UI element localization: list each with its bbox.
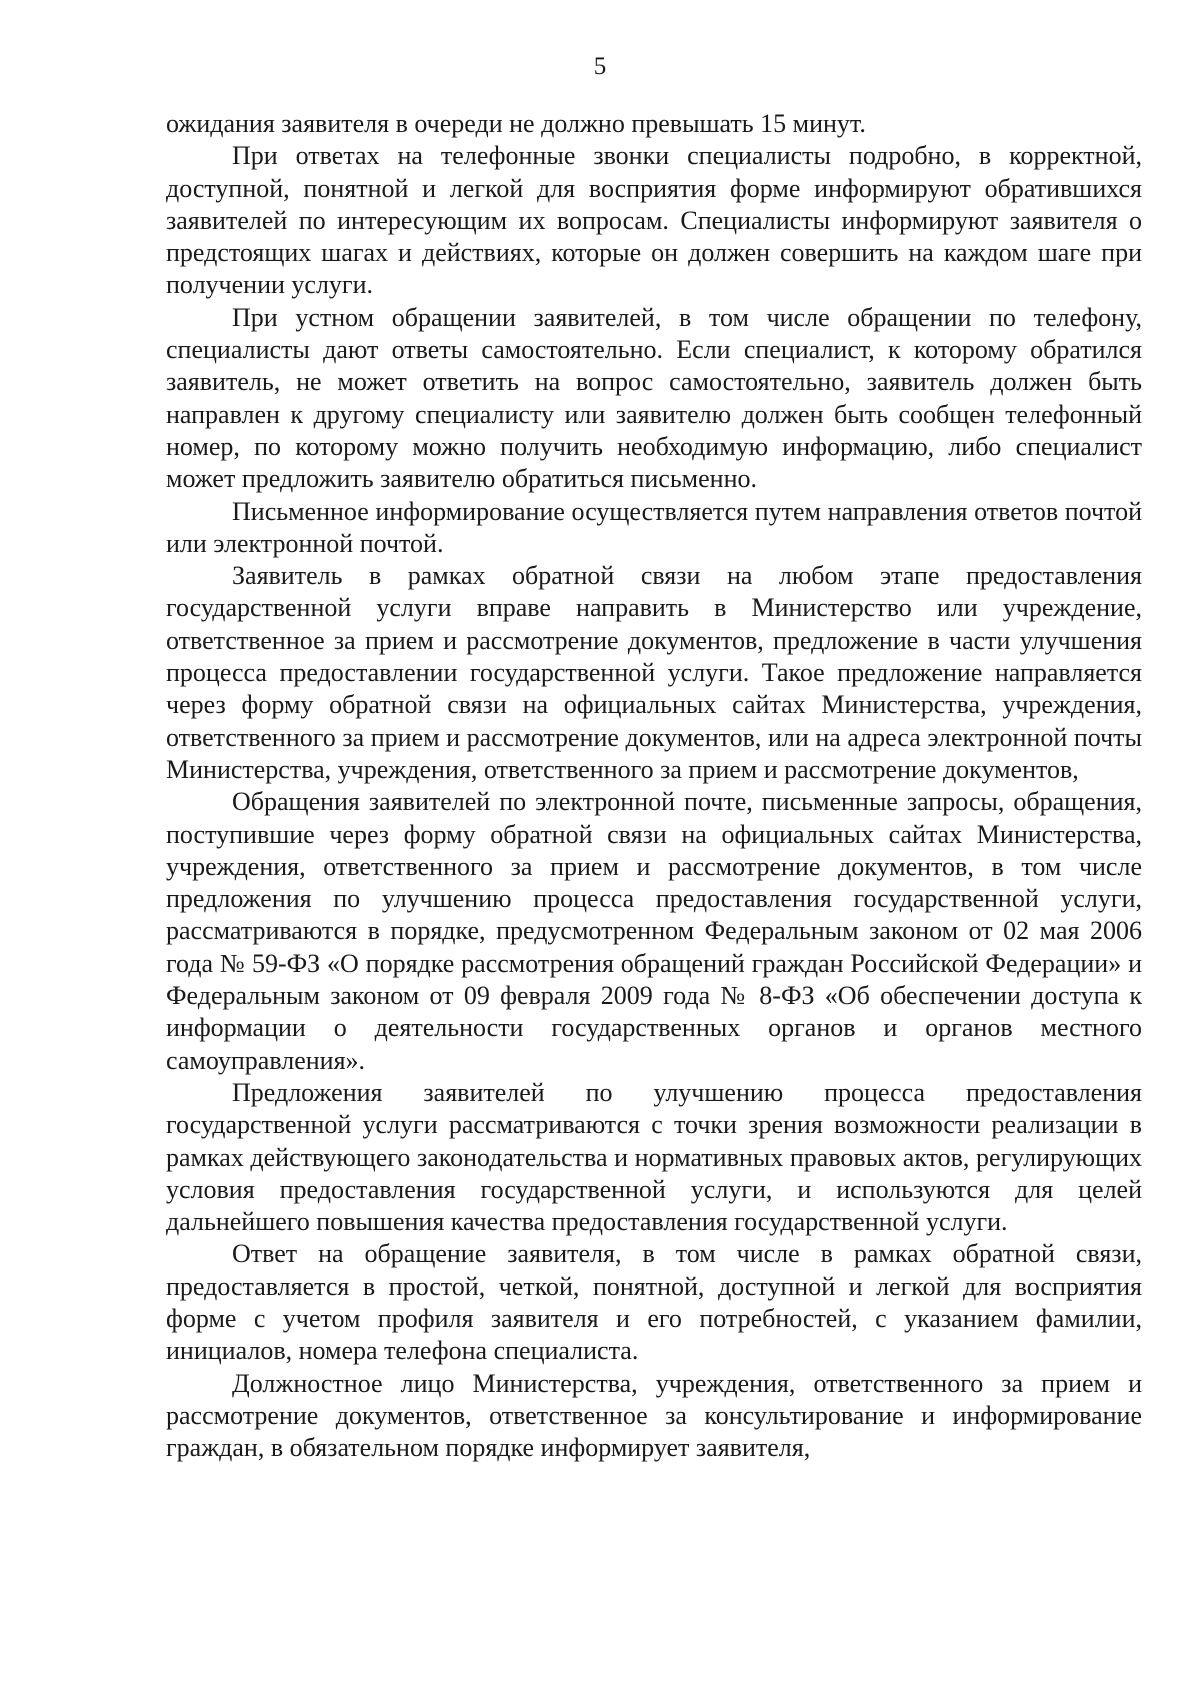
paragraph-7: Предложения заявителей по улучшению процесса предоставления государственной услуги рассматриваются с точки зрения возможности реализации в рамках действующего законодательства и нормативных правовых актов, регулирующих условия предоставления государственной услуги, и используются для целей дальнейшего повышения качества предоставления государственной услуги. xyxy=(166,1077,1142,1237)
paragraph-5: Заявитель в рамках обратной связи на любом этапе предоставления государственной услуги вправе направить в Министерство или учреждение, ответственное за прием и рассмотрение документов, предложение в части улучшения процесса предоставлении государственной услуги. Такое предложение направляется через форму обратной связи на официальных сайтах Министерства, учреждения, ответственного за прием и рассмотрение документов, или на адреса электронной почты Министерства, учреждения, ответственного за прием и рассмотрение документов, xyxy=(166,561,1142,784)
paragraph-8: Ответ на обращение заявителя, в том числе в рамках обратной связи, предоставляется в простой, четкой, понятной, доступной и легкой для восприятия форме с учетом профиля заявителя и его потребностей, с указанием фамилии, инициалов, номера телефона специалиста. xyxy=(166,1239,1142,1366)
document-body xyxy=(166,108,1142,1464)
paragraph-2: При ответах на телефонные звонки специалисты подробно, в корректной, доступной, понятной и легкой для восприятия форме информируют обратившихся заявителей по интересующим их вопросам. Специалисты информируют заявителя о предстоящих шагах и действиях, которые он должен совершить на каждом шаге при получении услуги. xyxy=(166,141,1142,300)
paragraph-4: Письменное информирование осуществляется путем направления ответов почтой или электронной почтой. xyxy=(166,496,1142,558)
paragraph-6: Обращения заявителей по электронной почте, письменные запросы, обращения, поступившие через форму обратной связи на официальных сайтах Министерства, учреждения, ответственного за прием и рассмотрение документов, в том числе предложения по улучшению процесса предоставления государственной услуги, рассматриваются в порядке, предусмотренном Федеральным законом от 02 мая 2006 года № 59-ФЗ «О порядке рассмотрения обращений граждан Российской Федерации» и Федеральным законом от 09 февраля 2009 года № 8-ФЗ «Об обеспечении доступа к информации о деятельности государственных органов и органов местного самоуправления». xyxy=(166,787,1142,1075)
page-number: 5 xyxy=(593,53,607,80)
paragraph-1: ожидания заявителя в очереди не должно превышать 15 минут. xyxy=(166,109,866,138)
paragraph-3: При устном обращении заявителей, в том числе обращении по телефону, специалисты дают ответы самостоятельно. Если специалист, к которому обратился заявитель, не может ответить на вопрос самостоятельно, заявитель должен быть направлен к другому специалисту или заявителю должен быть сообщен телефонный номер, по которому можно получить необходимую информацию, либо специалист может предложить заявителю обратиться письменно. xyxy=(166,302,1142,494)
paragraph-9: Должностное лицо Министерства, учреждения, ответственного за прием и рассмотрение документов, ответственное за консультирование и информирование граждан, в обязательном порядке информирует заявителя, xyxy=(166,1368,1142,1463)
